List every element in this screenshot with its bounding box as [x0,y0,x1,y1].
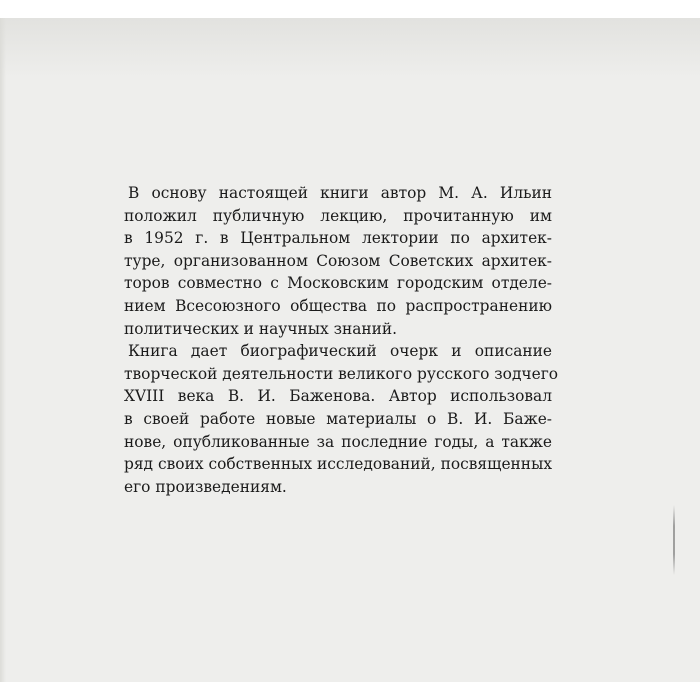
paragraph-2 [124,340,559,498]
text-line: торов совместно с Московским городским отделе- [124,274,552,293]
page-shadow [0,18,700,78]
paragraph-1 [124,182,552,340]
text-line: нием Всесоюзного общества по распространению [124,296,552,315]
text-line: его произведениям. [124,477,287,496]
text-line: в 1952 г. в Центральном лектории по архитек- [124,229,552,248]
text-line: политических и научных знаний. [124,319,398,338]
margin-mark [673,505,675,575]
text-line: ряд своих собственных исследований, посвященных [124,455,552,474]
text-line: положил публичную лекцию, прочитанную им [124,206,552,225]
text-line: в своей работе новые материалы о В. И. Баже- [124,409,552,428]
text-line: туре, организованном Союзом Советских архитек- [124,251,552,270]
text-line: XVIII века В. И. Баженова. Автор использовал [124,387,552,406]
text-line: В основу настоящей книги автор М. А. Ильин [128,184,552,202]
text-line: нове, опубликованные за последние годы, а также [124,432,552,451]
annotation-text [124,182,559,498]
text-line: Книга дает биографический очерк и описание [128,342,552,361]
text-line: творческой деятельности великого русского зодчего [124,364,559,383]
page-edge [0,18,6,682]
book-page [0,18,700,682]
